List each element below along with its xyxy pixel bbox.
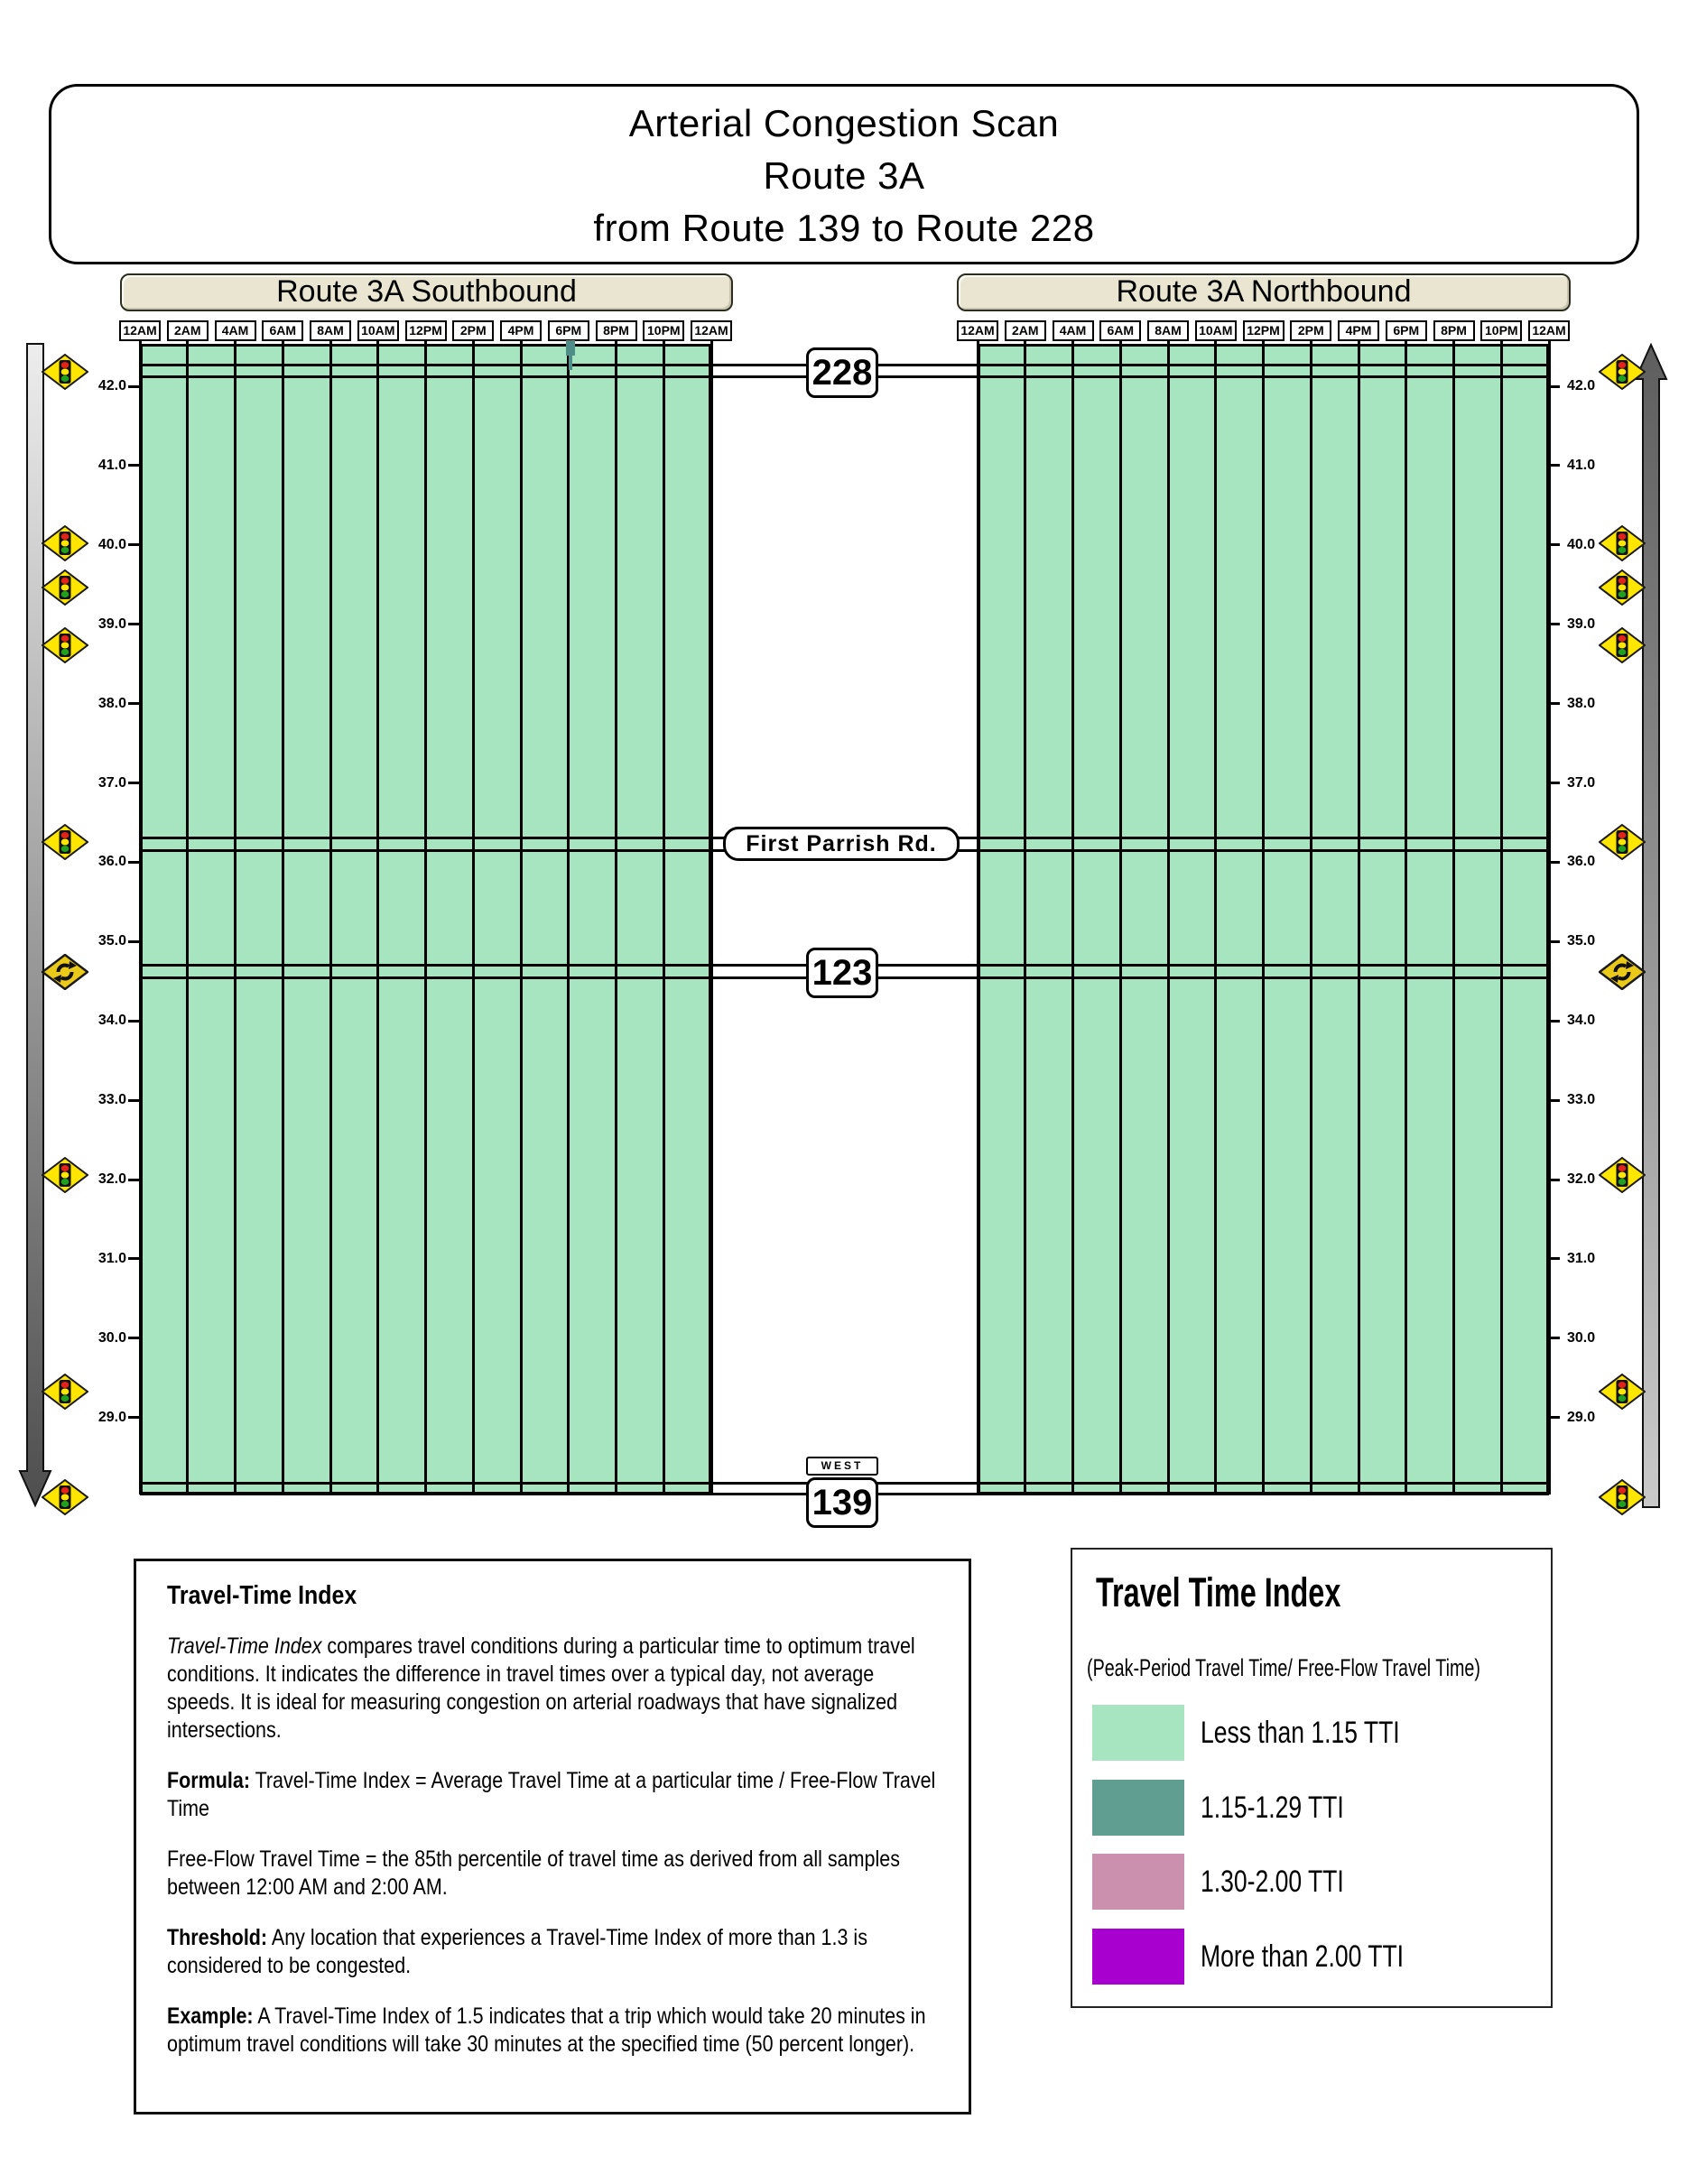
northbound-direction-arrow-icon [1634,343,1670,1509]
southbound-time-label: 8PM [596,320,637,341]
southbound-time-label: 12AM [691,320,732,341]
southbound-gridline-6PM [567,341,570,1495]
southbound-time-label: 4PM [500,320,542,341]
legend-swatch [1092,1780,1184,1836]
mile-label-right: 40.0 [1567,536,1596,552]
southbound-gridline-10AM [376,341,379,1495]
mile-label-left: 41.0 [97,457,126,473]
southbound-gridline-8PM [615,341,617,1495]
mile-tick-right [1548,1099,1560,1102]
infobox-text-segment: Formula: [167,1768,250,1793]
tti-115-129-segment-stem [569,340,572,370]
southbound-gridline-2AM [186,341,189,1495]
southbound-gridline-4AM [234,341,237,1495]
page-subtitle-extent: from Route 139 to Route 228 [593,207,1095,249]
mile-label-right: 32.0 [1567,1171,1596,1187]
northbound-gridline-10PM [1500,341,1503,1495]
northbound-time-label: 10AM [1195,320,1237,341]
northbound-time-label: 2AM [1005,320,1046,341]
northbound-gridline-12AM [1548,341,1551,1495]
mile-label-right: 35.0 [1567,933,1596,949]
traffic-signal-icon-left [42,627,88,663]
mile-label-left: 38.0 [97,695,126,711]
traffic-signal-icon-right [1599,627,1646,663]
mile-tick-right [1548,623,1560,625]
infobox-text-segment: Travel-Time Index [167,1633,322,1659]
northbound-time-label: 8AM [1147,320,1189,341]
southbound-time-label: 2AM [167,320,209,341]
infobox-paragraph [167,2003,937,2059]
traffic-signal-icon-left [42,525,88,561]
northbound-gridline-8PM [1452,341,1455,1495]
southbound-time-label: 2PM [452,320,494,341]
infobox-text-segment: Example: [167,2004,254,2029]
mile-label-left: 39.0 [97,615,126,632]
street-sign-first-parrish: First Parrish Rd. [723,827,960,861]
mile-label-left: 33.0 [97,1092,126,1108]
traffic-signal-icon-right [1599,1479,1646,1515]
mile-tick-right [1548,543,1560,546]
traffic-signal-icon-left [42,1374,88,1410]
northbound-gridline-10AM [1214,341,1217,1495]
mile-label-right: 29.0 [1567,1409,1596,1425]
northbound-time-label: 4AM [1053,320,1094,341]
mile-tick-right [1548,1416,1560,1419]
northbound-time-label: 10PM [1480,320,1522,341]
legend-label: More than 2.00 TTI [1201,1939,1405,1974]
mile-tick-left [128,1416,140,1419]
mile-tick-left [128,702,140,705]
southbound-time-label: 6AM [262,320,303,341]
traffic-signal-icon-left [42,1479,88,1515]
southbound-gridline-10PM [663,341,665,1495]
mile-tick-left [128,1179,140,1181]
rotary-icon-right [1599,954,1646,990]
northbound-time-label: 12AM [1528,320,1570,341]
southbound-gridline-12AM [710,341,713,1495]
infobox-paragraph [167,1767,937,1823]
west-banner: WEST [806,1457,878,1476]
traffic-signal-icon-right [1599,1374,1646,1410]
mile-label-right: 34.0 [1567,1013,1596,1029]
mile-tick-left [128,623,140,625]
infobox-paragraphs [167,1633,937,2059]
traffic-signal-icon-right [1599,569,1646,606]
mile-label-right: 33.0 [1567,1092,1596,1108]
northbound-gridline-2PM [1310,341,1312,1495]
tti-legend [1071,1548,1553,2008]
infobox-text-segment: Any location that experiences a Travel-Time Index of more than 1.3 is considered to be congested. [167,1925,867,1978]
mile-label-right: 39.0 [1567,615,1596,632]
southbound-gridline-12PM [424,341,427,1495]
mile-tick-right [1548,1020,1560,1023]
southbound-direction-arrow-icon [18,343,54,1509]
southbound-gridline-2PM [472,341,475,1495]
mile-label-left: 42.0 [97,378,126,393]
mile-tick-left [128,385,140,388]
traffic-signal-icon-right [1599,354,1646,390]
southbound-time-label: 12PM [405,320,447,341]
mile-label-left: 34.0 [97,1013,126,1029]
northbound-time-label: 2PM [1290,320,1331,341]
traffic-signal-icon-left [42,569,88,606]
mile-tick-left [128,1099,140,1102]
mile-tick-right [1548,1257,1560,1260]
route-shield-123: 123 [806,948,878,998]
legend-swatch [1092,1929,1184,1985]
northbound-time-label: 8PM [1433,320,1475,341]
mile-label-right: 41.0 [1567,457,1596,473]
northbound-gridline-12AM [977,341,979,1495]
southbound-time-label: 6PM [548,320,589,341]
legend-label: 1.30-2.00 TTI [1201,1865,1344,1899]
mile-label-left: 37.0 [97,774,126,791]
mile-tick-right [1548,782,1560,784]
southbound-time-label: 10AM [357,320,399,341]
southbound-gridline-8AM [329,341,332,1495]
northbound-time-label: 12AM [957,320,998,341]
page-subtitle-route: Route 3A [763,154,925,197]
mile-label-left: 30.0 [97,1329,126,1346]
route-shield-228: 228 [806,347,878,398]
northbound-time-label: 4PM [1338,320,1379,341]
infobox-paragraph [167,1633,937,1744]
mile-tick-right [1548,1337,1560,1339]
traffic-signal-icon-left [42,824,88,860]
mile-tick-left [128,782,140,784]
infobox-text-segment: compares travel conditions during a particular time to optimum travel conditions. It indicates the difference in travel times over a typical day, not average speeds. It is ideal for measuring congestion on arterial roadways that have signalized intersections. [167,1633,915,1743]
mile-tick-right [1548,464,1560,467]
legend-label: Less than 1.15 TTI [1201,1716,1400,1750]
traffic-signal-icon-right [1599,1157,1646,1193]
title-box [49,84,1639,264]
mile-label-right: 37.0 [1567,774,1596,791]
northbound-time-label: 6PM [1386,320,1427,341]
mile-label-left: 32.0 [97,1171,126,1187]
traffic-signal-icon-left [42,354,88,390]
northbound-gridline-4AM [1071,341,1074,1495]
mile-label-left: 40.0 [97,536,126,552]
mile-label-left: 31.0 [97,1250,126,1266]
traffic-signal-icon-right [1599,525,1646,561]
legend-swatch [1092,1854,1184,1910]
northbound-gridline-6PM [1405,341,1407,1495]
mile-tick-right [1548,861,1560,864]
infobox-paragraph [167,1846,937,1902]
mile-label-left: 35.0 [97,933,126,949]
mile-label-left: 36.0 [97,854,126,870]
route-shield-139: 139 [806,1477,878,1528]
mile-label-right: 42.0 [1567,378,1596,393]
mile-tick-right [1548,940,1560,943]
mile-label-right: 36.0 [1567,854,1596,870]
northbound-time-label: 12PM [1243,320,1285,341]
infobox-text-segment: Threshold: [167,1925,268,1950]
legend-subtitle: (Peak-Period Travel Time/ Free-Flow Travel Time) [1087,1654,1480,1681]
southbound-time-label: 10PM [643,320,684,341]
mile-tick-right [1548,702,1560,705]
mile-tick-left [128,464,140,467]
legend-title: Travel Time Index [1096,1569,1341,1615]
infobox-text-segment: Free-Flow Travel Time = the 85th percentile of travel time as derived from all samples between 12:00 AM and 2:00 AM. [167,1846,900,1900]
infobox-paragraph [167,1924,937,1980]
northbound-gridline-12PM [1262,341,1265,1495]
legend-swatch [1092,1705,1184,1761]
mile-tick-right [1548,1179,1560,1181]
infobox-text-segment: Travel-Time Index = Average Travel Time at a particular time / Free-Flow Travel Time [167,1768,936,1821]
northbound-gridline-6AM [1119,341,1122,1495]
southbound-gridline-12AM [139,341,142,1495]
northbound-gridline-4PM [1358,341,1360,1495]
southbound-gridline-4PM [520,341,523,1495]
mile-label-right: 31.0 [1567,1250,1596,1266]
page-title: Arterial Congestion Scan [628,102,1060,144]
northbound-header: Route 3A Northbound [957,273,1571,311]
legend-label: 1.15-1.29 TTI [1201,1790,1344,1825]
infobox-title: Travel-Time Index [167,1581,357,1610]
mile-tick-left [128,1020,140,1023]
mile-tick-left [128,1257,140,1260]
mile-tick-left [128,940,140,943]
infobox-text-segment: A Travel-Time Index of 1.5 indicates that a trip which would take 20 minutes in optimum travel conditions will take 30 minutes at the specified time (50 percent longer). [167,2004,926,2057]
mile-label-right: 30.0 [1567,1329,1596,1346]
northbound-gridline-2AM [1024,341,1026,1495]
northbound-gridline-8AM [1167,341,1170,1495]
traffic-signal-icon-left [42,1157,88,1193]
mile-tick-left [128,1337,140,1339]
southbound-time-label: 8AM [310,320,351,341]
rotary-icon-left [42,954,88,990]
mile-tick-right [1548,385,1560,388]
mile-label-right: 38.0 [1567,695,1596,711]
southbound-gridline-6AM [282,341,284,1495]
southbound-time-label: 12AM [119,320,161,341]
northbound-time-label: 6AM [1099,320,1141,341]
mile-label-left: 29.0 [97,1409,126,1425]
southbound-header: Route 3A Southbound [120,273,733,311]
mile-tick-left [128,543,140,546]
mile-tick-left [128,861,140,864]
traffic-signal-icon-right [1599,824,1646,860]
southbound-time-label: 4AM [215,320,256,341]
travel-time-index-infobox [134,1559,971,2115]
